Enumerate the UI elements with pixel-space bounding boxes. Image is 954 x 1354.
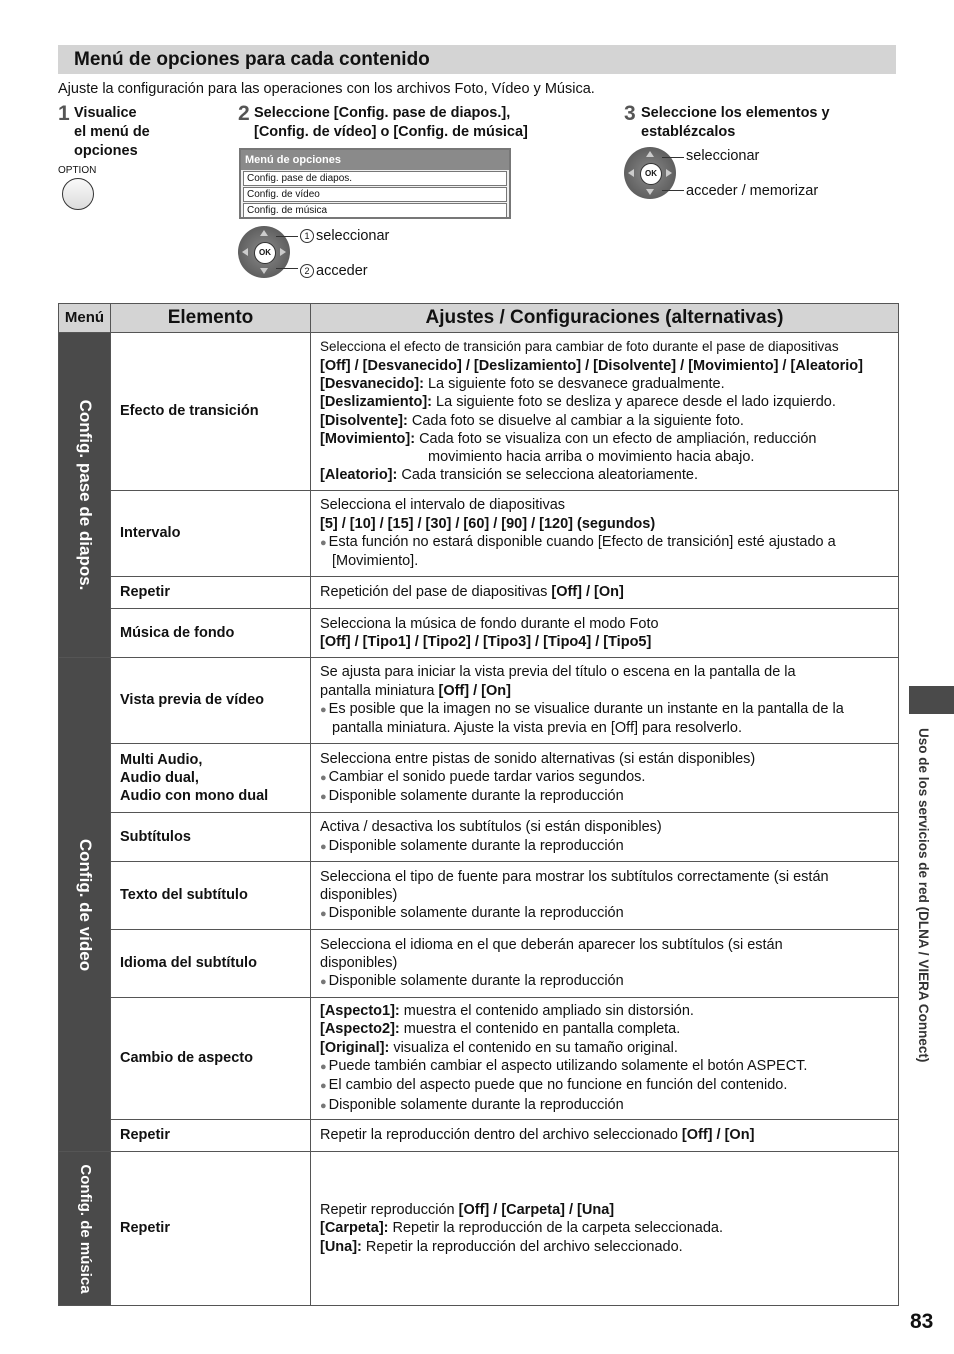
step-1-text: Visualice el menú de opciones	[74, 105, 150, 159]
table-row	[59, 998, 899, 1120]
option-menu-item: Config. pase de diapos.	[243, 171, 507, 186]
step-3-legend-access: acceder / memorizar	[686, 183, 819, 199]
remote-dial-icon	[238, 226, 290, 278]
table-row	[59, 862, 899, 930]
step-3	[624, 103, 636, 125]
group-slideshow	[59, 333, 111, 658]
side-label: Uso de los servicios de red (DLNA / VIERA Connect)	[916, 728, 931, 1063]
settings-cell: Selecciona la música de fondo durante el modo Foto [Off] / [Tipo1] / [Tipo2] / [Tipo3] / [Tipo4] / [Tipo5]	[311, 609, 899, 658]
element-cell: Texto del subtítulo	[111, 862, 311, 930]
settings-cell: Repetir reproducción [Off] / [Carpeta] / [Una] [Carpeta]: Repetir la reproducción de la carpeta seleccionada. [Una]: Repetir la reproducción del archivo seleccionado.	[311, 1152, 899, 1306]
table-row	[59, 658, 899, 744]
element-cell: Repetir	[111, 577, 311, 609]
settings-cell: Selecciona el idioma en el que deberán aparecer los subtítulos (si están disponibles) ● Disponible solamente durante la reproducción	[311, 930, 899, 998]
settings-cell: Selecciona el intervalo de diapositivas [5] / [10] / [15] / [30] / [60] / [90] / [120] (segundos) ● Esta función no estará disponible cuando [Efecto de transición] esté ajustado a [Movimiento].	[311, 491, 899, 577]
group-label: Config. de música	[76, 1163, 94, 1294]
header-element: Elemento	[111, 304, 311, 333]
step-3-legend-select: seleccionar	[686, 148, 760, 164]
element-cell: Idioma del subtítulo	[111, 930, 311, 998]
option-button-label: OPTION	[58, 165, 97, 176]
settings-cell: Selecciona el efecto de transición para cambiar de foto durante el pase de diapositivas [Off] / [Desvanecido] / [Deslizamiento] / [Disolvente] / [Movimiento] / [Aleatorio] [Desvanecido]: La siguiente foto se desvanece gradualmente. [Deslizamiento]: La siguiente foto se desliza y aparece desde el lado izquierdo. [Disolvente]: Cada foto se disuelve al cambiar a la siguiente foto. [Movimiento]: Cada foto se visualiza con un efecto de ampliación, reducción movimiento hacia arriba o movimiento hacia abajo. [Aleatorio]: Cada transición se selecciona aleatoriamente.	[311, 333, 899, 491]
settings-cell: Selecciona entre pistas de sonido alternativas (si están disponibles) ● Cambiar el sonido puede tardar varios segundos. ● Disponible solamente durante la reproducción	[311, 744, 899, 813]
step-2-legend-access: 2 acceder	[300, 263, 368, 279]
section-header	[58, 45, 896, 74]
table-row	[59, 491, 899, 577]
option-menu-item: Config. de vídeo	[243, 187, 507, 202]
table-row	[59, 577, 899, 609]
option-menu-box	[239, 148, 511, 219]
table-row	[59, 930, 899, 998]
header-menu: Menú	[59, 304, 111, 333]
element-cell: Multi Audio, Audio dual, Audio con mono dual	[111, 744, 311, 813]
settings-cell: Repetir la reproducción dentro del archivo seleccionado [Off] / [On]	[311, 1120, 899, 1152]
remote-dial-icon	[624, 147, 676, 199]
settings-cell: [Aspecto1]: muestra el contenido ampliado sin distorsión. [Aspecto2]: muestra el contenido en pantalla completa. [Original]: visualiza el contenido en su tamaño original. ● Puede también cambiar el aspecto utilizando solamente el botón ASPECT. ● El cambio del aspecto puede que no funcione en función del contenido. ● Disponible solamente durante la reproducción	[311, 998, 899, 1120]
group-music	[59, 1152, 111, 1306]
element-cell: Vista previa de vídeo	[111, 658, 311, 744]
element-cell: Música de fondo	[111, 609, 311, 658]
group-label: Config. de vídeo	[75, 838, 95, 971]
step-2-number: 2	[238, 102, 250, 125]
step-3-text: Seleccione los elementos y establézcalos	[641, 105, 830, 140]
intro-text: Ajuste la configuración para las operaciones con los archivos Foto, Vídeo y Música.	[58, 81, 595, 97]
step-2	[238, 103, 250, 125]
step-2-text: Seleccione [Config. pase de diapos.], [Config. de vídeo] o [Config. de música]	[254, 105, 528, 140]
step-1	[58, 103, 70, 125]
step-1-number: 1	[58, 102, 70, 125]
step-2-legend-select: 1 seleccionar	[300, 228, 389, 244]
settings-cell: Repetición del pase de diapositivas [Off] / [On]	[311, 577, 899, 609]
element-cell: Repetir	[111, 1152, 311, 1306]
option-menu-header: Menú de opciones	[241, 150, 509, 170]
element-cell: Repetir	[111, 1120, 311, 1152]
group-video	[59, 658, 111, 1152]
table-row	[59, 744, 899, 813]
group-label: Config. pase de diapos.	[75, 399, 95, 591]
header-settings: Ajustes / Configuraciones (alternativas)	[311, 304, 899, 333]
section-title: Menú de opciones para cada contenido	[74, 49, 430, 70]
table-row	[59, 609, 899, 658]
ok-button-icon: OK	[254, 242, 276, 264]
element-cell: Cambio de aspecto	[111, 998, 311, 1120]
table-row	[59, 813, 899, 862]
option-menu-item: Config. de música	[243, 203, 507, 218]
element-cell: Subtítulos	[111, 813, 311, 862]
step-3-number: 3	[624, 102, 636, 125]
table-row	[59, 1120, 899, 1152]
element-cell: Efecto de transición	[111, 333, 311, 491]
settings-cell: Activa / desactiva los subtítulos (si están disponibles) ● Disponible solamente durante la reproducción	[311, 813, 899, 862]
table-row	[59, 333, 899, 491]
table-row	[59, 1152, 899, 1306]
ok-button-icon: OK	[640, 163, 662, 185]
element-cell: Intervalo	[111, 491, 311, 577]
page-number: 83	[910, 1310, 934, 1333]
settings-cell: Selecciona el tipo de fuente para mostrar los subtítulos correctamente (si están disponibles) ● Disponible solamente durante la reproducción	[311, 862, 899, 930]
table-header-row	[59, 304, 899, 333]
side-tab	[909, 686, 954, 714]
settings-cell: Se ajusta para iniciar la vista previa del título o escena en la pantalla de la pantalla miniatura [Off] / [On] ● Es posible que la imagen no se visualice durante un instante en la pantalla de la pantalla miniatura. Ajuste la vista previa en [Off] para resolverlo.	[311, 658, 899, 744]
settings-table	[58, 303, 899, 1306]
option-button-icon	[62, 178, 94, 210]
